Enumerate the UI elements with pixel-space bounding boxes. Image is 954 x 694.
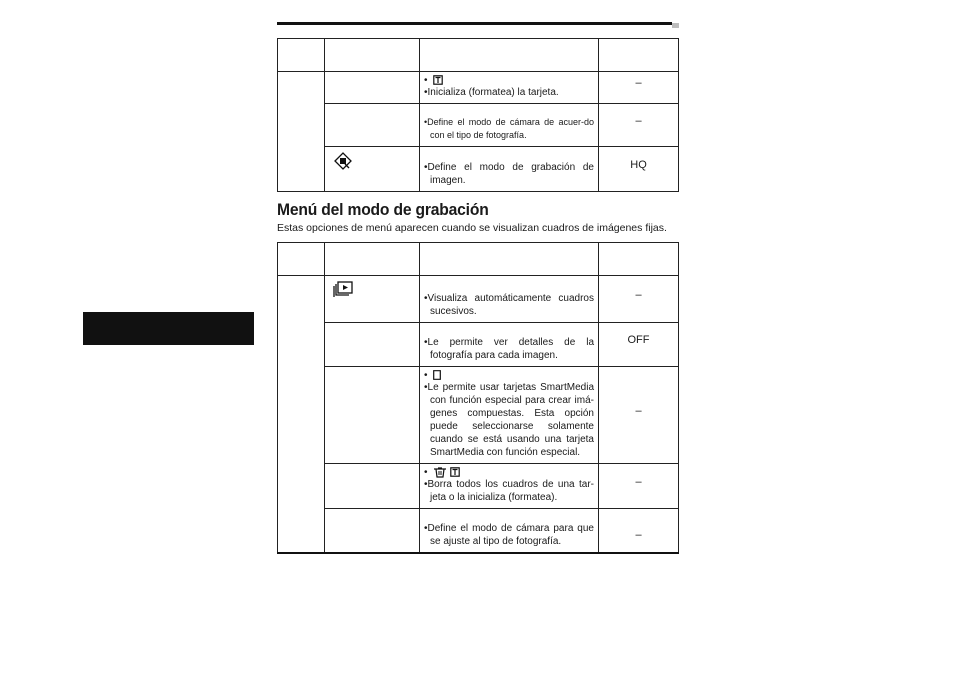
description-text: • Le permite usar tarjetas SmartMedia con función especial para crear imá-genes compuestas. Esta opción puede seleccionarse solamente cuando se está usando una tarjeta SmartMedia con función especial. [424, 381, 594, 459]
header-cell [325, 243, 420, 276]
default-value: OFF [599, 323, 679, 367]
menu-item-cell [325, 276, 420, 323]
table-row [278, 464, 679, 509]
header-cell [325, 39, 420, 72]
description-text: • Le permite ver detalles de la fotografía para cada imagen. [424, 336, 594, 362]
section-title: Menú del modo de grabación [277, 200, 489, 219]
table-header-row [278, 243, 679, 276]
header-cell [278, 39, 325, 72]
top-rule [277, 22, 672, 25]
table-row [278, 72, 679, 104]
header-cell [278, 243, 325, 276]
description-cell [420, 72, 599, 104]
bullet-icon: • [424, 370, 428, 381]
default-value: – [599, 367, 679, 464]
default-value: – [599, 276, 679, 323]
description-cell [420, 104, 599, 147]
table-row [278, 276, 679, 323]
description-cell [420, 464, 599, 509]
table-row [278, 104, 679, 147]
side-section-tab [83, 312, 254, 345]
default-value: – [599, 464, 679, 509]
bullet-icon: • [424, 75, 428, 86]
description-text: • Define el modo de grabación de imagen. [424, 161, 594, 187]
default-value: – [599, 72, 679, 104]
header-cell [420, 39, 599, 72]
menu-item-cell [325, 72, 420, 104]
header-cell [599, 243, 679, 276]
description-cell [420, 147, 599, 192]
menu-item-cell [325, 104, 420, 147]
menu-item-cell [325, 367, 420, 464]
menu-group-cell [278, 72, 325, 192]
erase-icon [433, 467, 447, 478]
icon-line [424, 466, 594, 478]
description-text: • Define el modo de cámara de acuer-do con el tipo de fotografía. [424, 116, 594, 142]
quality-mode-icon [333, 151, 353, 171]
menu-item-cell [325, 147, 420, 192]
description-text: • Define el modo de cámara para que se ajuste al tipo de fotografía. [424, 522, 594, 548]
header-cell [420, 243, 599, 276]
card-format-icon [433, 75, 443, 85]
table-row [278, 147, 679, 192]
menu-table-1 [277, 38, 679, 192]
description-cell [420, 509, 599, 554]
menu-item-cell [325, 464, 420, 509]
default-value: – [599, 104, 679, 147]
default-value: – [599, 509, 679, 554]
card-format-icon [450, 467, 460, 477]
card-icon [433, 370, 441, 380]
menu-item-cell [325, 509, 420, 554]
slideshow-icon [333, 281, 353, 297]
menu-table-2 [277, 242, 679, 554]
top-rule-tail [672, 23, 679, 28]
description-text: • Inicializa (formatea) la tarjeta. [424, 86, 594, 99]
header-cell [599, 39, 679, 72]
description-cell [420, 367, 599, 464]
icon-line [424, 369, 594, 381]
section-intro: Estas opciones de menú aparecen cuando se visualizan cuadros de imágenes fijas. [277, 222, 667, 234]
table-row [278, 509, 679, 554]
table-row [278, 367, 679, 464]
menu-item-cell [325, 323, 420, 367]
bullet-icon: • [424, 467, 428, 478]
icon-line [424, 74, 594, 86]
table-header-row [278, 39, 679, 72]
description-text: • Visualiza automáticamente cuadros sucesivos. [424, 292, 594, 318]
description-text: • Borra todos los cuadros de una tar-jeta o la inicializa (formatea). [424, 478, 594, 504]
description-cell [420, 323, 599, 367]
menu-group-cell [278, 276, 325, 554]
description-cell [420, 276, 599, 323]
table-row [278, 323, 679, 367]
default-value: HQ [599, 147, 679, 192]
